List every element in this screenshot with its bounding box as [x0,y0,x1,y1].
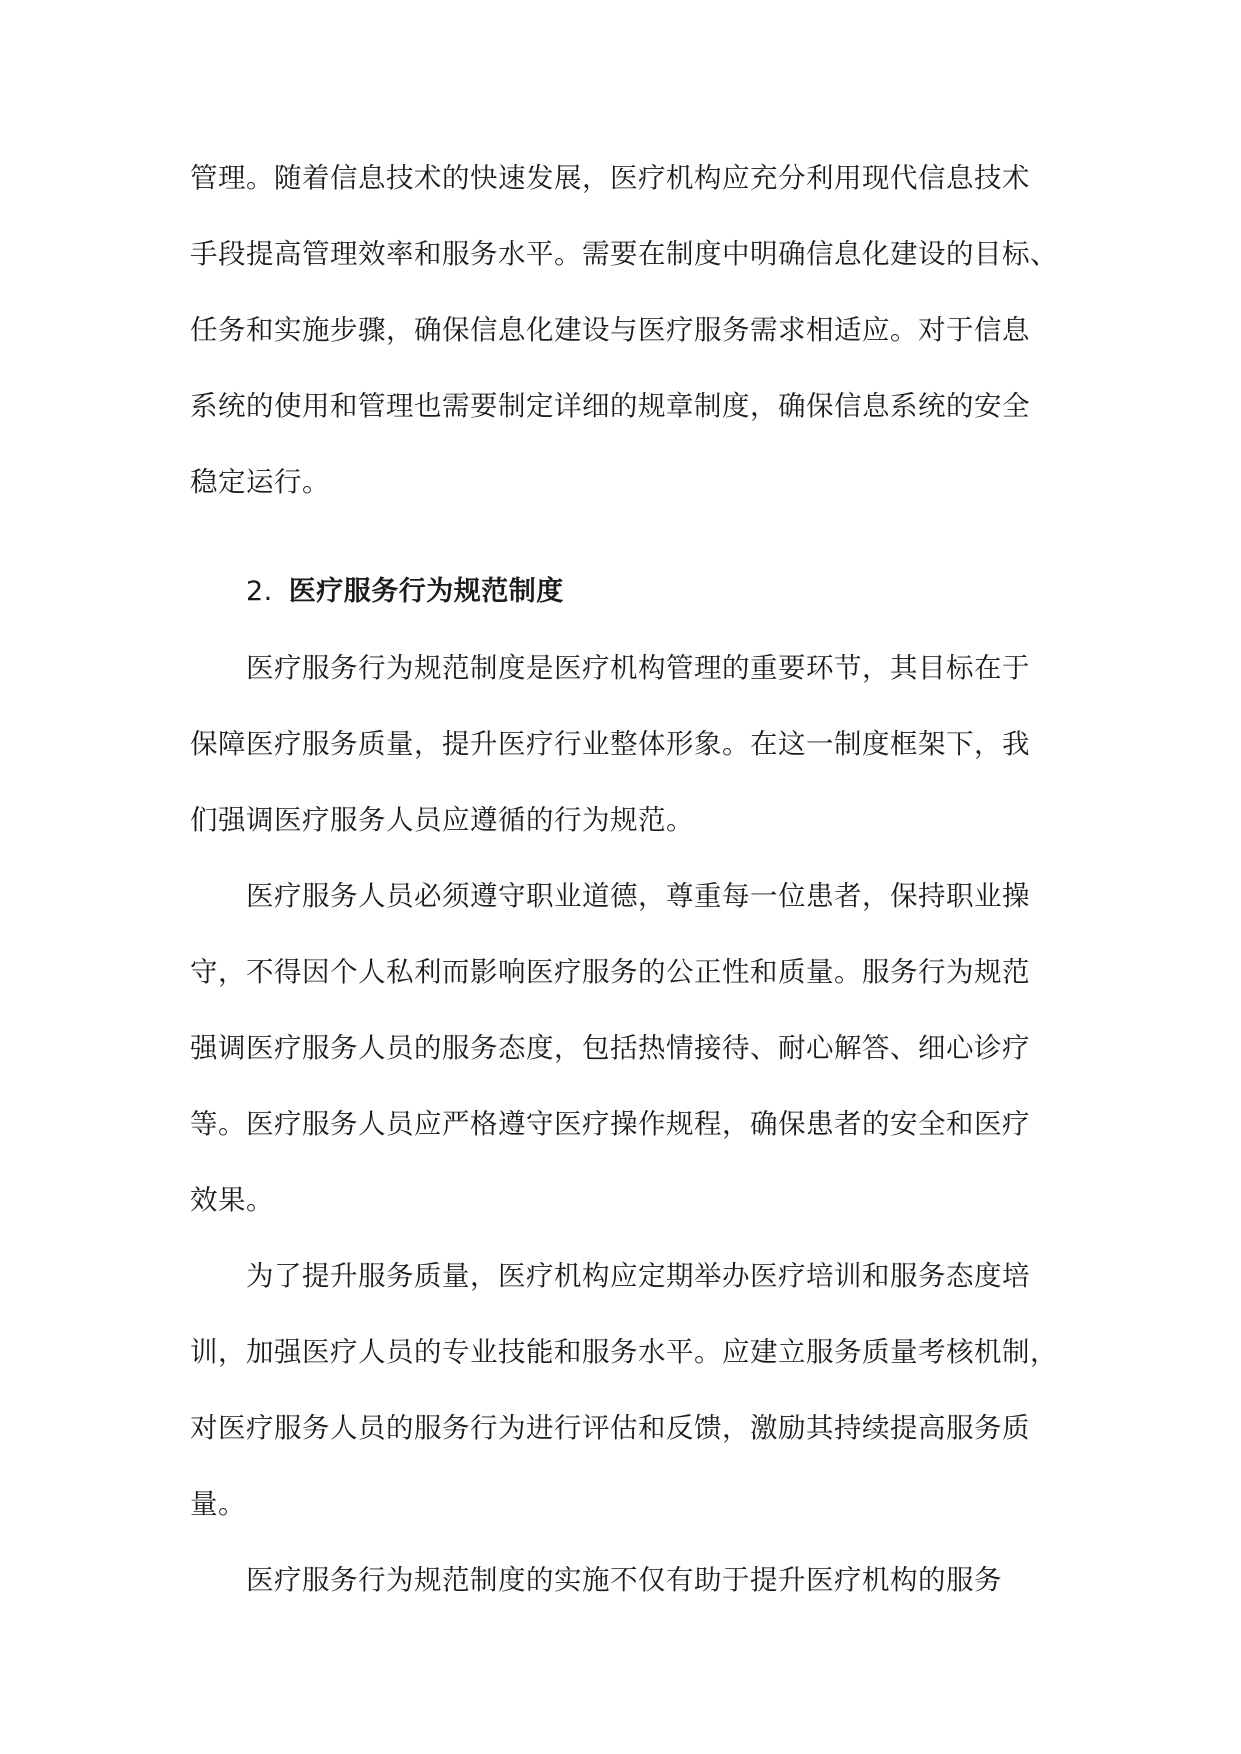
text-line: 们强调医疗服务人员应遵循的行为规范。 [190,804,694,836]
text-line: 量。 [190,1488,246,1520]
paragraph [190,858,1050,1238]
text-line: 稳定运行。 [190,466,330,498]
text-line: 守，不得因个人私利而影响医疗服务的公正性和质量。服务行为规范 [190,956,1030,988]
text-line: 医疗服务行为规范制度的实施不仅有助于提升医疗机构的服务 [246,1564,1002,1596]
text-line: 为了提升服务质量，医疗机构应定期举办医疗培训和服务态度培 [246,1260,1030,1292]
text-line: 管理。随着信息技术的快速发展，医疗机构应充分利用现代信息技术 [190,162,1030,194]
text-line: 训，加强医疗人员的专业技能和服务水平。应建立服务质量考核机制， [190,1336,1058,1368]
text-line: 等。医疗服务人员应严格遵守医疗操作规程，确保患者的安全和医疗 [190,1108,1030,1140]
text-line: 系统的使用和管理也需要制定详细的规章制度，确保信息系统的安全 [190,390,1030,422]
text-line: 任务和实施步骤，确保信息化建设与医疗服务需求相适应。对于信息 [190,314,1030,346]
paragraph [190,630,1050,858]
text-line: 医疗服务行为规范制度是医疗机构管理的重要环节，其目标在于 [246,652,1030,684]
section-gap [190,520,1050,554]
paragraph [190,1238,1058,1542]
section-title: 医疗服务行为规范制度 [288,576,564,607]
paragraph [190,1542,1050,1618]
text-line: 强调医疗服务人员的服务态度，包括热情接待、耐心解答、细心诊疗 [190,1032,1030,1064]
text-line: 对医疗服务人员的服务行为进行评估和反馈，激励其持续提高服务质 [190,1412,1030,1444]
text-line: 效果。 [190,1184,274,1216]
paragraph-continued [190,140,1058,520]
text-line: 保障医疗服务质量，提升医疗行业整体形象。在这一制度框架下，我 [190,728,1030,760]
section-number: 2. [246,576,273,607]
text-line: 医疗服务人员必须遵守职业道德，尊重每一位患者，保持职业操 [246,880,1030,912]
text-line: 手段提高管理效率和服务水平。需要在制度中明确信息化建设的目标、 [190,238,1058,270]
document-page [190,140,1058,1618]
section-heading [190,554,1050,630]
